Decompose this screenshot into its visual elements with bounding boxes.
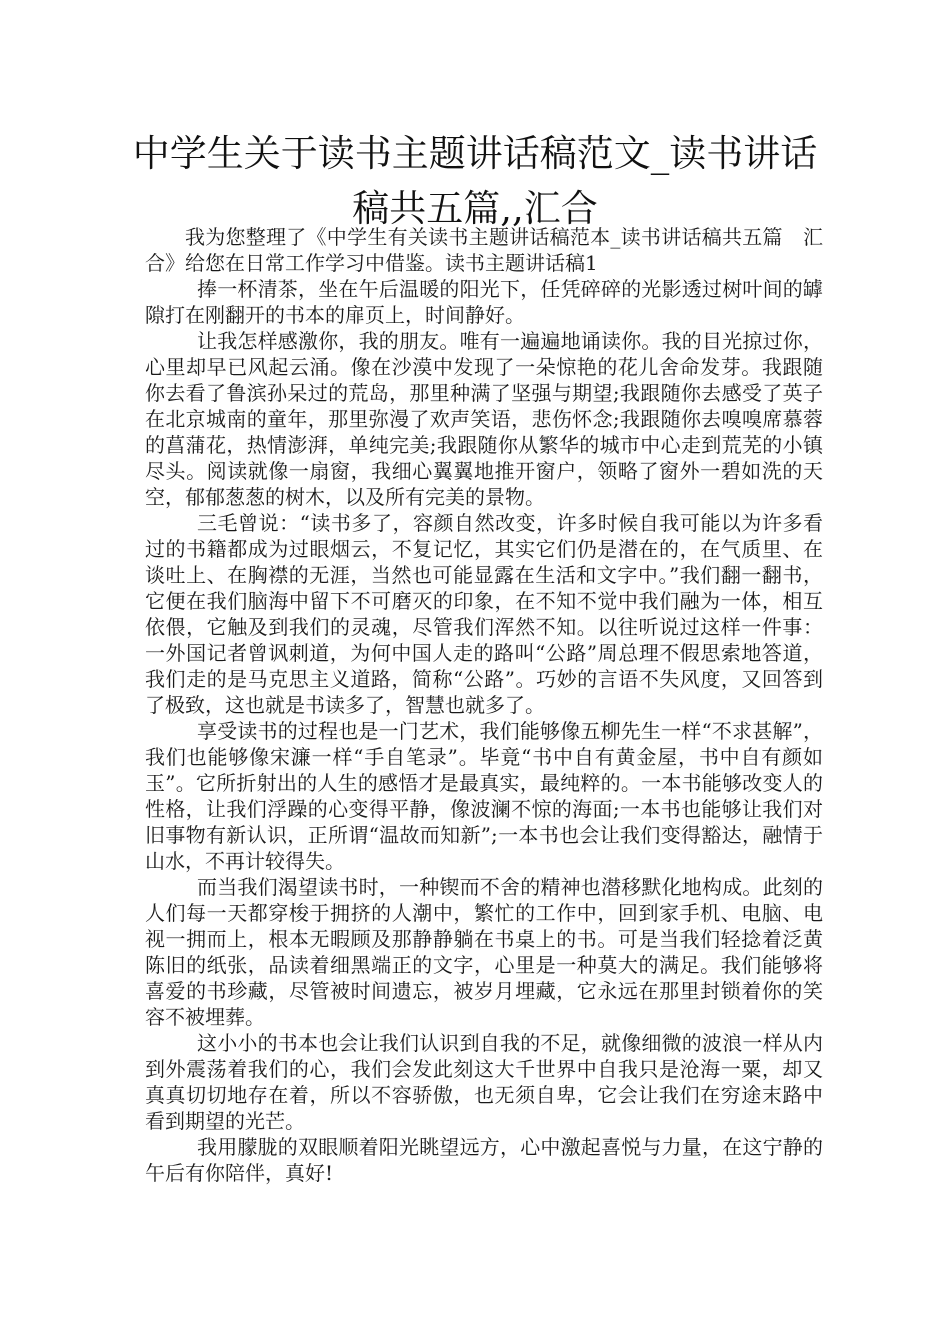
document-body	[145, 224, 823, 1186]
paragraph: 这小小的书本也会让我们认识到自我的不足，就像细微的波浪一样从内到外震荡着我们的心，我们会发此刻这大千世界中自我只是沧海一粟，却又真真切切地存在着，所以不容骄傲，也无须自卑，它会让我们在穷途末路中看到期望的光芒。	[145, 1031, 823, 1133]
paragraph: 让我怎样感激你，我的朋友。唯有一遍遍地诵读你。我的目光掠过你，心里却早已风起云涌。像在沙漠中发现了一朵惊艳的花儿舍命发芽。我跟随你去看了鲁滨孙呆过的荒岛，那里种满了坚强与期望;我跟随你去感受了英子在北京城南的童年，那里弥漫了欢声笑语，悲伤怀念;我跟随你去嗅嗅席慕蓉的菖蒲花，热情澎湃，单纯完美;我跟随你从繁华的城市中心走到荒芜的小镇尽头。阅读就像一扇窗，我细心翼翼地推开窗户，领略了窗外一碧如洗的天空，郁郁葱葱的树木，以及所有完美的景物。	[145, 329, 823, 509]
paragraph: 享受读书的过程也是一门艺术，我们能够像五柳先生一样“不求甚解”，我们也能够像宋濂一样“手自笔录”。毕竟“书中自有黄金屋，书中自有颜如玉”。它所折射出的人生的感悟才是最真实，最纯粹的。一本书能够改变人的性格，让我们浮躁的心变得平静，像波澜不惊的海面;一本书也能够让我们对旧事物有新认识，正所谓“温故而知新”;一本书也会让我们变得豁达，融情于山水，不再计较得失。	[145, 719, 823, 873]
paragraph: 捧一杯清茶，坐在午后温暖的阳光下，任凭碎碎的光影透过树叶间的罅隙打在刚翻开的书本的扉页上，时间静好。	[145, 277, 823, 327]
paragraph: 三毛曾说：“读书多了，容颜自然改变，许多时候自我可能以为许多看过的书籍都成为过眼烟云，不复记忆，其实它们仍是潜在的，在气质里、在谈吐上、在胸襟的无涯，当然也可能显露在生活和文字中。”我们翻一翻书，它便在我们脑海中留下不可磨灭的印象，在不知不觉中我们融为一体，相互依偎，它触及到我们的灵魂，尽管我们浑然不知。以往听说过这样一件事：一外国记者曾讽刺道，为何中国人走的路叫“公路”周总理不假思索地答道，我们走的是马克思主义道路，简称“公路”。巧妙的言语不失风度，又回答到了极致，这也就是书读多了，智慧也就多了。	[145, 511, 823, 717]
paragraph: 而当我们渴望读书时，一种锲而不舍的精神也潜移默化地构成。此刻的人们每一天都穿梭于拥挤的人潮中，繁忙的工作中，回到家手机、电脑、电视一拥而上，根本无暇顾及那静静躺在书桌上的书。可是当我们轻捻着泛黄陈旧的纸张，品读着细黑端正的文字，心里是一种莫大的满足。我们能够将喜爱的书珍藏，尽管被时间遗忘，被岁月埋藏，它永远在那里封锁着你的笑容不被埋葬。	[145, 875, 823, 1029]
paragraph: 我用朦胧的双眼顺着阳光眺望远方，心中激起喜悦与力量，在这宁静的午后有你陪伴，真好!	[145, 1135, 823, 1185]
paragraph-intro: 我为您整理了《中学生有关读书主题讲话稿范本_读书讲话稿共五篇 汇合》给您在日常工作学习中借鉴。读书主题讲话稿1	[145, 225, 823, 275]
document-title: 中学生关于读书主题讲话稿范文_读书讲话稿共五篇,,汇合	[132, 132, 818, 230]
